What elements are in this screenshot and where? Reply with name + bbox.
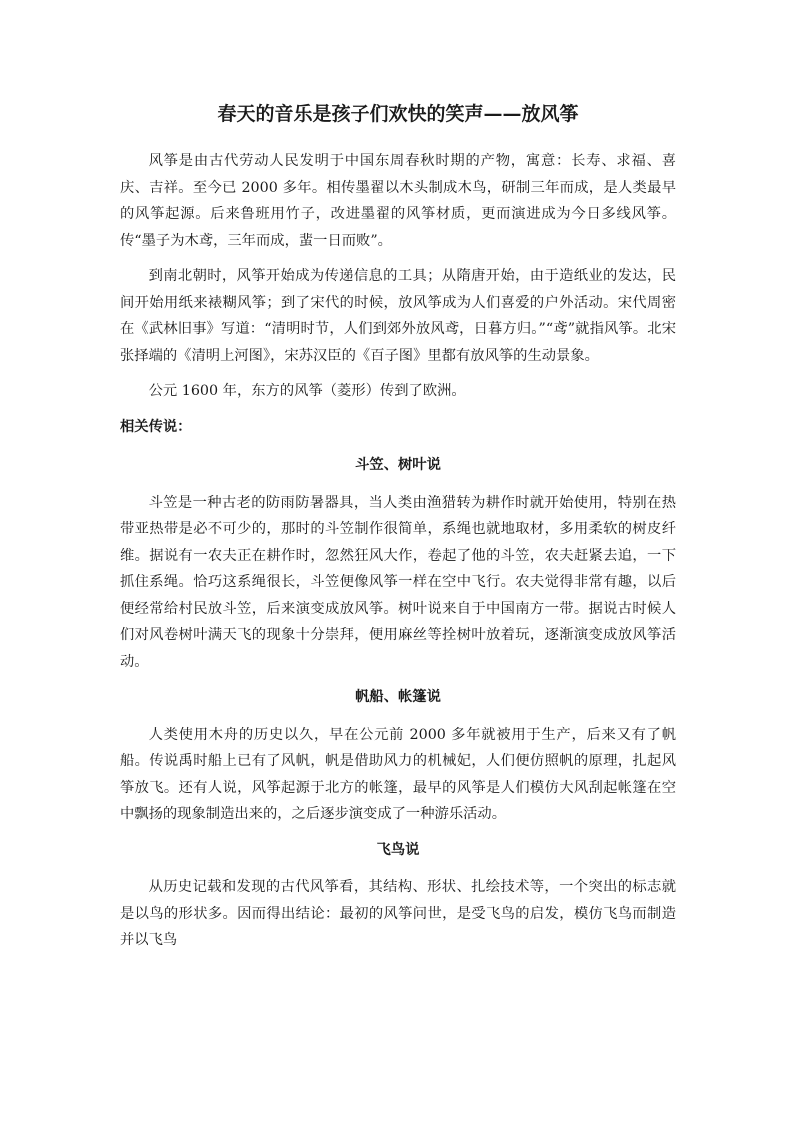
paragraph-origin: 风筝是由古代劳动人民发明于中国东周春秋时期的产物，寓意：长寿、求福、喜庆、吉祥。至今已 2000 多年。相传墨翟以木头制成木鸟，研制三年而成，是人类最早的风筝起源。后来鲁班用竹子，改进墨翟的风筝材质，更而演进成为今日多线风筝。传“墨子为木鸢，三年而成，蜚一日而败”。: [120, 153, 676, 249]
paragraph-history: 到南北朝时，风筝开始成为传递信息的工具；从隋唐开始，由于造纸业的发达，民间开始用纸来裱糊风筝；到了宋代的时候，放风筝成为人们喜爱的户外活动。宋代周密在《武林旧事》写道：“清明时节，人们到郊外放风鸢，日暮方归。”“鸢”就指风筝。北宋张择端的《清明上河图》，宋苏汉臣的《百子图》里都有放风筝的生动景象。: [120, 268, 676, 364]
paragraph-europe: 公元 1600 年，东方的风筝（菱形）传到了欧洲。: [148, 383, 466, 399]
legend-text-feiniao: 从历史记载和发现的古代风筝看，其结构、形状、扎绘技术等，一个突出的标志就是以鸟的形状多。因而得出结论：最初的风筝问世，是受飞鸟的启发，模仿飞鸟而制造并以飞鸟: [120, 879, 676, 948]
legend-heading-feiniao: 飞鸟说: [376, 841, 420, 858]
document-page: [120, 100, 676, 954]
document-title: 春天的音乐是孩子们欢快的笑声——放风筝: [217, 103, 579, 125]
legend-heading-fanchuan: 帆船、帐篷说: [355, 689, 441, 705]
legends-heading: 相关传说：: [120, 418, 192, 435]
legend-text-douli: 斗笠是一种古老的防雨防暑器具，当人类由渔猎转为耕作时就开始使用，特别在热带亚热带是必不可少的，那时的斗笠制作很简单，系绳也就地取材，多用柔软的树皮纤维。据说有一农夫正在耕作时，忽然狂风大作，卷起了他的斗笠，农夫赶紧去追，一下抓住系绳。恰巧这系绳很长，斗笠便像风筝一样在空中飞行。农夫觉得非常有趣，以后便经常给村民放斗笠，后来演变成放风筝。树叶说来自于中国南方一带。据说古时候人们对风卷树叶满天飞的现象十分崇拜，便用麻丝等拴树叶放着玩，逐渐演变成放风筝活动。: [120, 494, 676, 670]
legend-text-fanchuan: 人类使用木舟的历史以久，早在公元前 2000 多年就被用于生产，后来又有了帆船。传说禹时船上已有了风帆，帆是借助风力的机械妃，人们便仿照帆的原理，扎起风筝放飞。还有人说，风筝起源于北方的帐篷，最早的风筝是人们模仿大风刮起帐篷在空中飘扬的现象制造出来的，之后逐步演变成了一种游乐活动。: [120, 726, 676, 822]
legend-heading-douli: 斗笠、树叶说: [355, 457, 441, 473]
